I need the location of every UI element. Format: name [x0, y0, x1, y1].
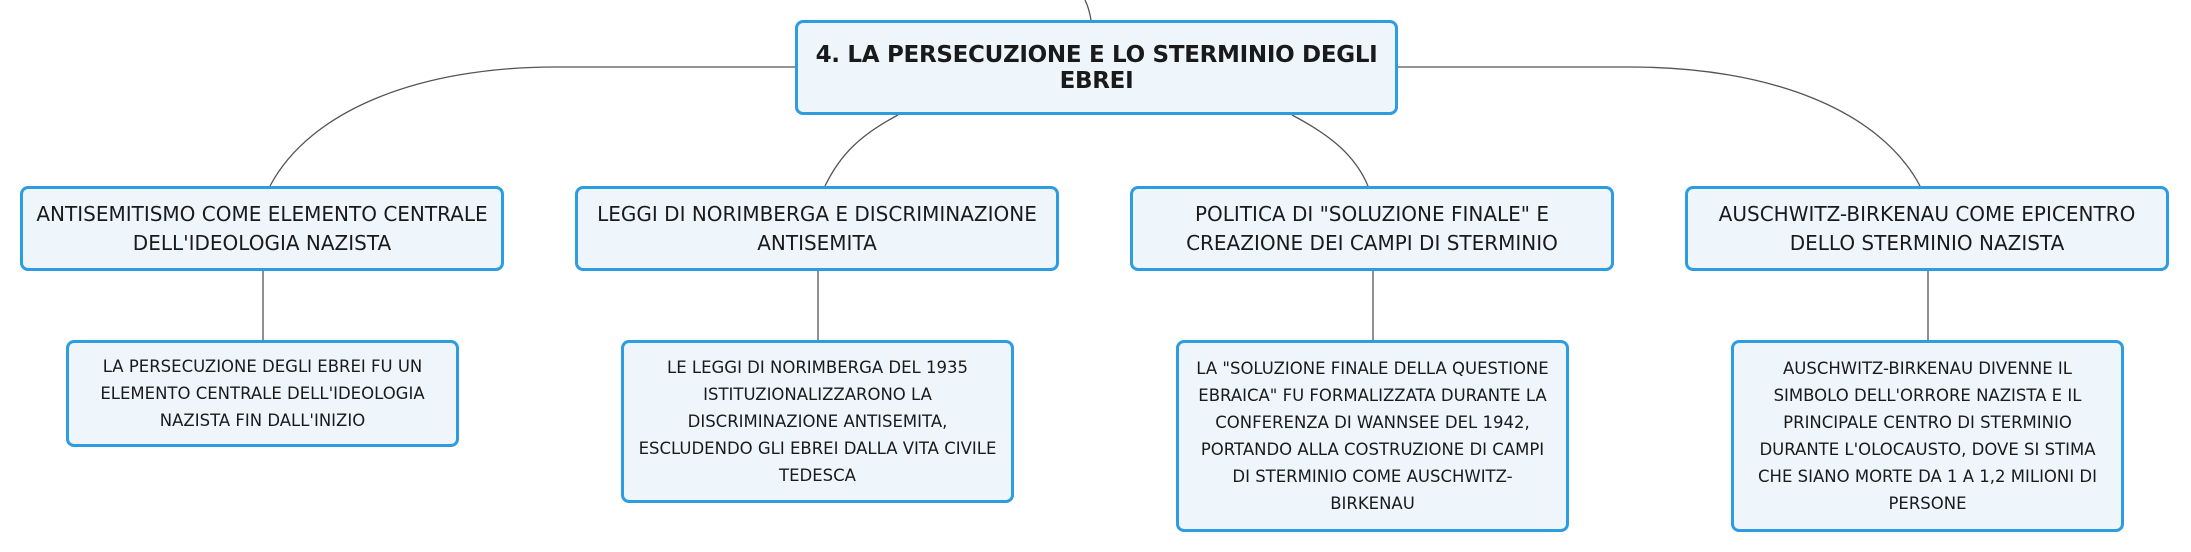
detail-text: LE LEGGI DI NORIMBERGA DEL 1935 ISTITUZIONALIZZARONO LA DISCRIMINAZIONE ANTISEMITA, ESCLUDENDO GLI EBREI DALLA VITA CIVILE TEDESCA	[638, 358, 997, 485]
connector-parent-to-root	[1085, 0, 1091, 20]
topic-label: POLITICA DI "SOLUZIONE FINALE" E CREAZIONE DEI CAMPI DI STERMINIO	[1186, 201, 1558, 255]
connector-root-to-topic-1	[270, 67, 795, 186]
central-topic-title: 4. LA PERSECUZIONE E LO STERMINIO DEGLI EBREI	[815, 41, 1378, 94]
topic-label: AUSCHWITZ-BIRKENAU COME EPICENTRO DELLO STERMINIO NAZISTA	[1718, 201, 2136, 255]
topic-label: LEGGI DI NORIMBERGA E DISCRIMINAZIONE ANTISEMITA	[597, 201, 1037, 255]
central-topic-node[interactable]	[795, 20, 1398, 115]
detail-node-antisemitismo[interactable]	[66, 340, 459, 447]
connector-root-to-topic-4	[1398, 67, 1920, 186]
connector-root-to-topic-2	[825, 115, 898, 186]
connector-root-to-topic-3	[1292, 115, 1368, 186]
detail-node-leggi-norimberga[interactable]	[621, 340, 1014, 503]
topic-node-auschwitz-birkenau[interactable]	[1685, 186, 2169, 271]
detail-node-auschwitz-birkenau[interactable]	[1731, 340, 2124, 532]
topic-node-leggi-norimberga[interactable]	[575, 186, 1059, 271]
detail-text: AUSCHWITZ-BIRKENAU DIVENNE IL SIMBOLO DELL'ORRORE NAZISTA E IL PRINCIPALE CENTRO DI STERMINIO DURANTE L'OLOCAUSTO, DOVE SI STIMA CHE SIANO MORTE DA 1 A 1,2 MILIONI DI PERSONE	[1758, 359, 2097, 513]
detail-text: LA PERSECUZIONE DEGLI EBREI FU UN ELEMENTO CENTRALE DELL'IDEOLOGIA NAZISTA FIN DALL'INIZIO	[100, 357, 425, 430]
topic-node-soluzione-finale[interactable]	[1130, 186, 1614, 271]
detail-node-soluzione-finale[interactable]	[1176, 340, 1569, 532]
topic-node-antisemitismo[interactable]	[20, 186, 504, 271]
detail-text: LA "SOLUZIONE FINALE DELLA QUESTIONE EBRAICA" FU FORMALIZZATA DURANTE LA CONFERENZA DI WANNSEE DEL 1942, PORTANDO ALLA COSTRUZIONE DI CAMPI DI STERMINIO COME AUSCHWITZ-BIRKENAU	[1196, 359, 1549, 513]
topic-label: ANTISEMITISMO COME ELEMENTO CENTRALE DELL'IDEOLOGIA NAZISTA	[36, 201, 488, 255]
